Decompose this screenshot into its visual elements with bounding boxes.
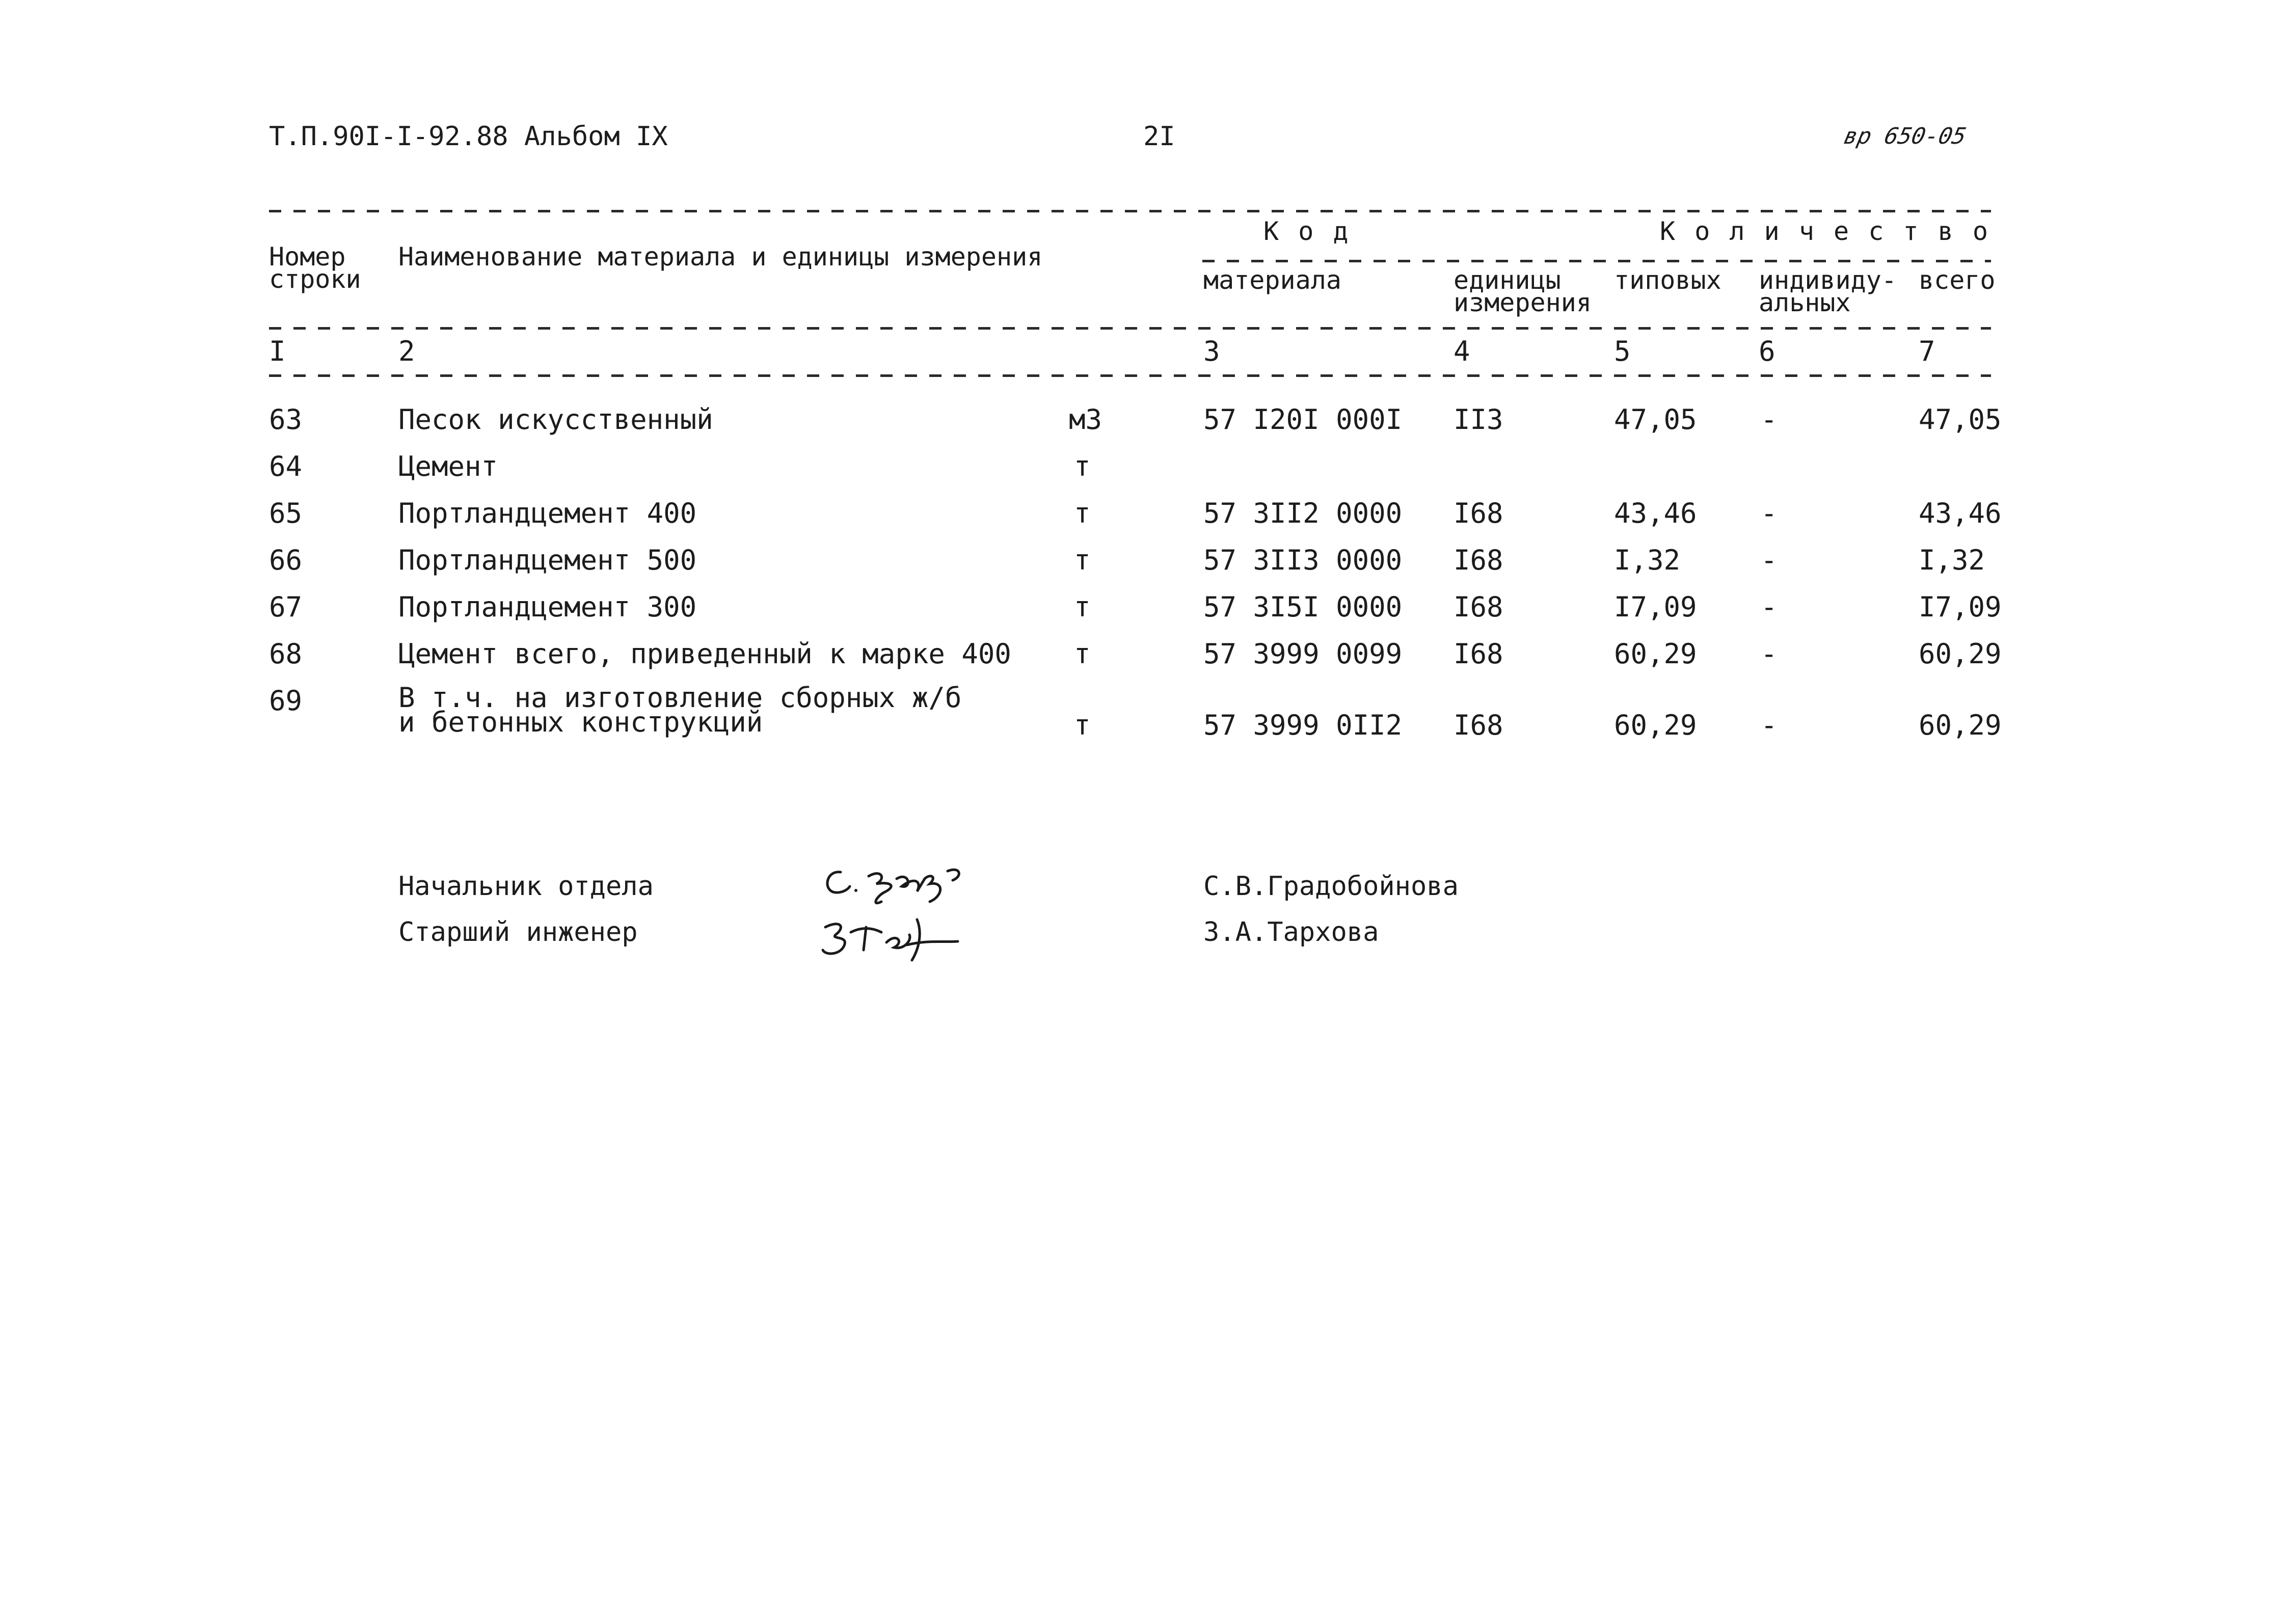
col-number: 5 bbox=[1614, 335, 1631, 367]
col-header-qty-typical: типовых bbox=[1614, 265, 1721, 295]
material-name: Цемент bbox=[398, 450, 498, 482]
qty-individual: - bbox=[1761, 591, 1778, 623]
material-name: Цемент всего, приведенный к марке 400 bbox=[398, 638, 1011, 670]
col-number: 6 bbox=[1759, 335, 1775, 367]
col-number: 3 bbox=[1203, 335, 1220, 367]
col-header-quantity-group: К о л и ч е с т в о bbox=[1660, 216, 1990, 246]
page-number: 2I bbox=[1143, 121, 1175, 152]
unit-code: I68 bbox=[1454, 591, 1503, 623]
qty-typical: 60,29 bbox=[1614, 709, 1697, 741]
qty-individual: - bbox=[1761, 403, 1778, 436]
qty-typical: 60,29 bbox=[1614, 638, 1697, 670]
row-number: 65 bbox=[269, 497, 303, 529]
unit: т bbox=[1074, 591, 1091, 623]
row-number: 67 bbox=[269, 591, 303, 623]
qty-individual: - bbox=[1761, 497, 1778, 529]
qty-typical: I7,09 bbox=[1614, 591, 1697, 623]
row-number: 66 bbox=[269, 544, 303, 576]
unit: т bbox=[1074, 544, 1091, 576]
col-header-name: Наименование материала и единицы измерения bbox=[398, 242, 1043, 272]
material-name: Портландцемент 300 bbox=[398, 591, 697, 623]
material-code: 57 3999 0II2 bbox=[1203, 709, 1403, 741]
qty-total: I7,09 bbox=[1919, 591, 2002, 623]
material-name: В т.ч. на изготовление сборных ж/б и бетонных конструкций bbox=[398, 682, 962, 738]
handwritten-signature-2 bbox=[815, 912, 968, 968]
document-reference: Т.П.90I-I-92.88 Альбом IX bbox=[269, 121, 668, 152]
col-header-qty-total: всего bbox=[1919, 265, 1996, 295]
handwritten-signature-1 bbox=[820, 861, 978, 912]
header-bottom-rule bbox=[269, 327, 1991, 330]
signatory-position: Начальник отдела bbox=[398, 871, 654, 902]
qty-individual: - bbox=[1761, 544, 1778, 576]
qty-total: 60,29 bbox=[1919, 638, 2002, 670]
qty-typical: I,32 bbox=[1614, 544, 1681, 576]
material-code: 57 I20I 000I bbox=[1203, 403, 1403, 436]
col-header-code-unit: единицы измерения bbox=[1454, 265, 1592, 317]
material-code: 57 3II3 0000 bbox=[1203, 544, 1403, 576]
unit: т bbox=[1074, 497, 1091, 529]
signatory-name: З.А.Тархова bbox=[1203, 917, 1379, 948]
unit-code: II3 bbox=[1454, 403, 1503, 436]
unit-code: I68 bbox=[1454, 709, 1503, 741]
material-code: 57 3I5I 0000 bbox=[1203, 591, 1403, 623]
qty-individual: - bbox=[1761, 638, 1778, 670]
material-code: 57 3999 0099 bbox=[1203, 638, 1403, 670]
unit-code: I68 bbox=[1454, 544, 1503, 576]
material-name: Портландцемент 500 bbox=[398, 544, 697, 576]
col-header-qty-individual: индивиду- альных bbox=[1759, 265, 1897, 317]
qty-total: 47,05 bbox=[1919, 403, 2002, 436]
unit-code: I68 bbox=[1454, 638, 1503, 670]
material-code: 57 3II2 0000 bbox=[1203, 497, 1403, 529]
unit: м3 bbox=[1069, 403, 1102, 436]
col-numbers-bottom-rule bbox=[269, 374, 1991, 377]
col-header-code-material: материала bbox=[1203, 265, 1341, 295]
col-header-row-no: Номер строки bbox=[269, 242, 361, 294]
row-number: 64 bbox=[269, 450, 303, 482]
col-number: 4 bbox=[1454, 335, 1470, 367]
signatory-name: С.В.Градобойнова bbox=[1203, 871, 1459, 902]
row-number: 63 bbox=[269, 403, 303, 436]
qty-individual: - bbox=[1761, 709, 1778, 741]
group-sub-rule bbox=[1202, 260, 1991, 262]
table-top-rule bbox=[269, 210, 1991, 212]
col-number: 2 bbox=[398, 335, 415, 367]
unit: т bbox=[1074, 709, 1091, 741]
qty-total: I,32 bbox=[1919, 544, 1985, 576]
unit: т bbox=[1074, 638, 1091, 670]
qty-typical: 47,05 bbox=[1614, 403, 1697, 436]
material-name: Песок искусственный bbox=[398, 403, 713, 436]
col-number: 7 bbox=[1919, 335, 1935, 367]
qty-typical: 43,46 bbox=[1614, 497, 1697, 529]
archive-stamp: вр 650-05 bbox=[1841, 123, 1969, 149]
row-number: 68 bbox=[269, 638, 303, 670]
unit: т bbox=[1074, 450, 1091, 482]
signatory-position: Старший инженер bbox=[398, 917, 638, 948]
material-name: Портландцемент 400 bbox=[398, 497, 697, 529]
col-header-code-group: К о д bbox=[1263, 216, 1351, 246]
row-number: 69 bbox=[269, 685, 303, 717]
qty-total: 60,29 bbox=[1919, 709, 2002, 741]
col-number: I bbox=[269, 335, 286, 367]
unit-code: I68 bbox=[1454, 497, 1503, 529]
qty-total: 43,46 bbox=[1919, 497, 2002, 529]
